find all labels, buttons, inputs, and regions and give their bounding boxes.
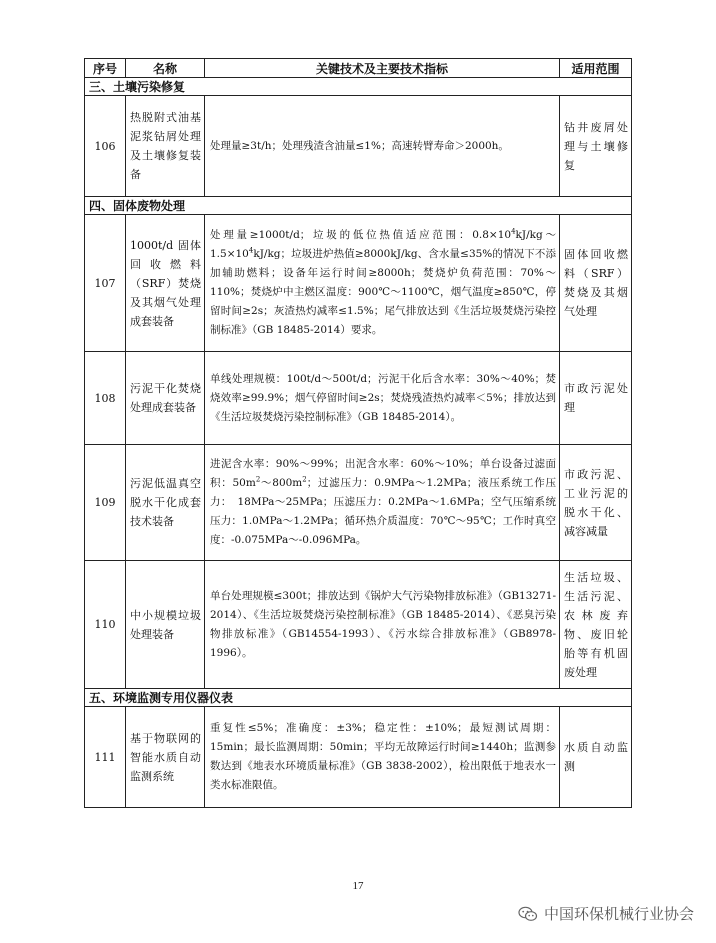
header-name: 名称 xyxy=(126,59,205,78)
row-scope: 市政污泥处理 xyxy=(560,352,632,445)
table-row xyxy=(85,707,632,808)
table-row xyxy=(85,445,632,561)
wechat-icon xyxy=(518,906,538,922)
row-number: 111 xyxy=(85,707,126,808)
page-number: 17 xyxy=(352,880,364,892)
row-number: 108 xyxy=(85,352,126,445)
table-row xyxy=(85,352,632,445)
table-row xyxy=(85,215,632,352)
row-scope: 固体回收燃料（SRF）焚烧及其烟气处理 xyxy=(560,215,632,352)
row-scope: 市政污泥、工业污泥的脱水干化、减容减量 xyxy=(560,445,632,561)
row-name: 中小规模垃圾处理装备 xyxy=(126,561,205,689)
row-name: 热脱附式油基泥浆钻屑处理及土壤修复装备 xyxy=(126,96,205,197)
row-spec: 处理量≥1000t/d；垃圾的低位热值适应范围：$0.8\times 10^4kJ/kg\sim 1.5\times 10^4kJ/kg$；垃圾进炉热值≥8000kJ/kg、含水量≤35%的情况下不添加辅助燃料；设备年运行时间≥8000h；焚烧炉负荷范围：70%～110%；焚烧炉中主燃区温度：900℃～1100℃，烟气温度≥850℃，停留时间≥2s；灰渣热灼减率≤1.5%；尾气排放达到《生活垃圾焚烧污染控制标准》（GB 18485-2014）要求。 xyxy=(205,215,560,352)
row-number: 107 xyxy=(85,215,126,352)
table-row xyxy=(85,561,632,689)
section-title-monitoring: 五、环境监测专用仪器仪表 xyxy=(85,689,632,707)
section-row xyxy=(85,78,632,96)
row-scope: 水质自动监测 xyxy=(560,707,632,808)
section-row xyxy=(85,689,632,707)
row-name: 污泥干化焚烧处理成套装备 xyxy=(126,352,205,445)
header-index: 序号 xyxy=(85,59,126,78)
watermark xyxy=(518,903,694,924)
equipment-table xyxy=(84,58,632,808)
row-scope: 生活垃圾、生活污泥、农林废弃物、废旧轮胎等有机固废处理 xyxy=(560,561,632,689)
row-spec: 处理量≥3t/h；处理残渣含油量≤1%；高速转臂寿命＞2000h。 xyxy=(205,96,560,197)
row-name: 污泥低温真空脱水干化成套技术装备 xyxy=(126,445,205,561)
header-scope: 适用范围 xyxy=(560,59,632,78)
row-name: 基于物联网的智能水质自动监测系统 xyxy=(126,707,205,808)
row-number: 110 xyxy=(85,561,126,689)
table-header xyxy=(85,59,632,78)
section-title-soil: 三、土壤污染修复 xyxy=(85,78,632,96)
row-scope: 钻井废屑处理与土壤修复 xyxy=(560,96,632,197)
header-spec: 关键技术及主要技术指标 xyxy=(205,59,560,78)
row-number: 106 xyxy=(85,96,126,197)
row-spec: 进泥含水率：90%～99%；出泥含水率：60%～10%；单台设备过滤面积：$50m^2\sim 800m^2$；过滤压力：0.9MPa～1.2MPa；液压系统工作压力： 18MPa～25MPa；压滤压力：0.2MPa～1.6MPa；空气压缩系统压力：1.0MPa～1.2MPa；循环热介质温度：70℃～95℃；工作时真空度：-0.075MPa～-0.096MPa。 xyxy=(205,445,560,561)
row-spec: 重复性≤5%；准确度：±3%；稳定性：±10%；最短测试周期：15min；最长监测周期：50min；平均无故障运行时间≥1440h；监测参数达到《地表水环境质量标准》（GB 3838-2002），检出限低于地表水一类水标准限值。 xyxy=(205,707,560,808)
watermark-text: 中国环保机械行业协会 xyxy=(543,905,694,923)
row-spec: 单线处理规模：100t/d～500t/d；污泥干化后含水率：30%～40%；焚烧效率≥99.9%；烟气停留时间≥2s；焚烧残渣热灼减率＜5%；排放达到《生活垃圾焚烧污染控制标准》（GB 18485-2014）。 xyxy=(205,352,560,445)
row-spec: 单台处理规模≤300t；排放达到《锅炉大气污染物排放标准》（GB13271-2014）、《生活垃圾焚烧污染控制标准》（GB 18485-2014）、《恶臭污染物排放标准》（GB14554-1993）、《污水综合排放标准》（GB8978-1996）。 xyxy=(205,561,560,689)
row-name: 1000t/d 固体回收燃料（SRF）焚烧及其烟气处理成套装备 xyxy=(126,215,205,352)
section-title-solid-waste: 四、固体废物处理 xyxy=(85,197,632,215)
section-row xyxy=(85,197,632,215)
table-row xyxy=(85,96,632,197)
row-number: 109 xyxy=(85,445,126,561)
